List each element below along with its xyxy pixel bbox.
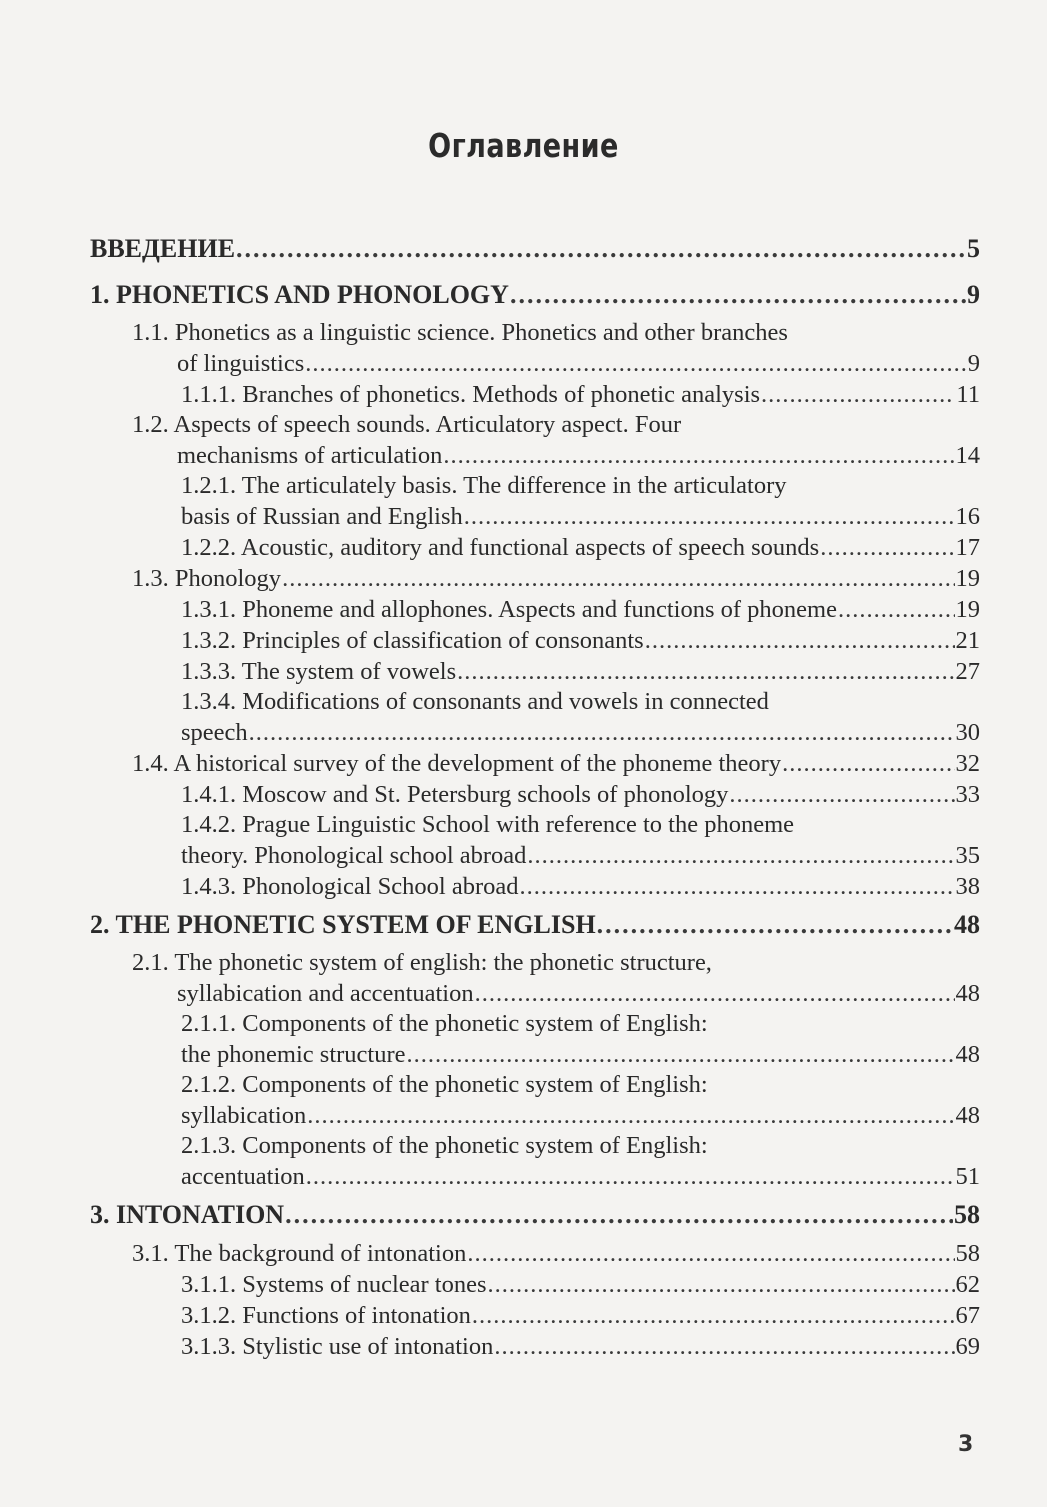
toc-entry-page: 67 xyxy=(955,1302,980,1329)
toc-entry-label: 1. PHONETICS AND PHONOLOGY xyxy=(90,280,509,309)
toc-entry[interactable] xyxy=(0,656,1047,687)
toc-entry-label: 3.1. The background of intonation xyxy=(132,1240,467,1267)
toc-entry-first-line: 1.1. Phonetics as a linguistic science. Phonetics and other branches xyxy=(132,319,788,346)
dot-leader xyxy=(467,1238,954,1269)
toc-entry[interactable] xyxy=(0,625,1047,656)
dot-leader xyxy=(597,902,953,948)
dot-leader xyxy=(305,348,966,379)
toc-entry[interactable] xyxy=(0,687,1047,748)
toc-entry-page: 19 xyxy=(955,596,980,623)
toc-entry-first-line: 2.1. The phonetic system of english: the phonetic structure, xyxy=(132,949,712,976)
toc-entry[interactable] xyxy=(0,948,1047,1009)
toc-entry[interactable] xyxy=(0,471,1047,532)
dot-leader xyxy=(457,656,954,687)
toc-entry[interactable] xyxy=(0,226,1047,272)
toc-entry-label: of linguistics xyxy=(177,350,305,377)
dot-leader xyxy=(285,1192,953,1238)
dot-leader xyxy=(820,532,954,563)
toc-entry-label: 1.3. Phonology xyxy=(132,565,282,592)
toc-entry-label: the phonemic structure xyxy=(181,1041,406,1068)
toc-entry-label: 1.1.1. Branches of phonetics. Methods of phonetic analysis xyxy=(181,381,761,408)
dot-leader xyxy=(282,563,954,594)
toc-entry[interactable] xyxy=(0,1131,1047,1192)
toc-entry-label: 1.3.1. Phoneme and allophones. Aspects and functions of phoneme xyxy=(181,596,837,623)
dot-leader xyxy=(510,272,966,318)
toc-entry-label: 3.1.3. Stylistic use of intonation xyxy=(181,1333,494,1360)
toc-entry-page: 27 xyxy=(955,658,980,685)
toc-entry-first-line: 2.1.1. Components of the phonetic system of English: xyxy=(181,1010,708,1037)
toc-entry-first-line: 2.1.2. Components of the phonetic system of English: xyxy=(181,1071,708,1098)
page-number: 3 xyxy=(958,1432,974,1457)
toc-entry-label: 1.2.2. Acoustic, auditory and functional aspects of speech sounds xyxy=(181,534,820,561)
toc-entry[interactable] xyxy=(0,272,1047,318)
toc-entry[interactable] xyxy=(0,379,1047,410)
toc-entry-first-line: 1.2. Aspects of speech sounds. Articulatory aspect. Four xyxy=(132,411,682,438)
dot-leader xyxy=(307,1100,954,1131)
toc-entry-first-line: 1.3.4. Modifications of consonants and vowels in connected xyxy=(181,688,769,715)
toc-entry-page: 58 xyxy=(954,1200,980,1229)
toc-entry-page: 16 xyxy=(955,503,980,530)
dot-leader xyxy=(475,978,955,1009)
toc-entry-label: 1.4.1. Moscow and St. Petersburg schools of phonology xyxy=(181,781,729,808)
toc-entry-label: ВВЕДЕНИЕ xyxy=(90,234,236,263)
toc-entry-first-line: 1.4.2. Prague Linguistic School with reference to the phoneme xyxy=(181,811,795,838)
dot-leader xyxy=(838,594,955,625)
toc-entry-label: accentuation xyxy=(181,1163,305,1190)
toc-entry-label: 1.4. A historical survey of the development of the phoneme theory xyxy=(132,750,782,777)
toc-entry-page: 51 xyxy=(955,1163,980,1190)
toc-entry[interactable] xyxy=(0,1269,1047,1300)
dot-leader xyxy=(494,1331,954,1362)
toc-entry-page: 5 xyxy=(967,234,980,263)
toc-entry-label: basis of Russian and English xyxy=(181,503,463,530)
dot-leader xyxy=(782,748,954,779)
dot-leader xyxy=(729,779,954,810)
toc-entry-label: 1.3.3. The system of vowels xyxy=(181,658,457,685)
dot-leader xyxy=(527,840,954,871)
toc-entry-label: theory. Phonological school abroad xyxy=(181,842,527,869)
toc-entry-page: 9 xyxy=(967,280,980,309)
toc-entry[interactable] xyxy=(0,779,1047,810)
toc-entry[interactable] xyxy=(0,563,1047,594)
toc-entry-page: 9 xyxy=(967,350,980,377)
dot-leader xyxy=(236,226,966,272)
toc-entry[interactable] xyxy=(0,871,1047,902)
toc-entry-page: 32 xyxy=(955,750,980,777)
toc-entry-first-line: 1.2.1. The articulately basis. The difference in the articulatory xyxy=(181,472,787,499)
toc-entry-label: 2. THE PHONETIC SYSTEM OF ENGLISH xyxy=(90,910,596,939)
toc-entry-page: 30 xyxy=(955,719,980,746)
toc-entry-page: 11 xyxy=(956,381,980,408)
toc-entry-page: 58 xyxy=(955,1240,980,1267)
toc-entry-page: 19 xyxy=(955,565,980,592)
toc-entry[interactable] xyxy=(0,532,1047,563)
dot-leader xyxy=(443,440,954,471)
toc-entry-label: syllabication and accentuation xyxy=(177,980,474,1007)
toc-entry-page: 33 xyxy=(955,781,980,808)
dot-leader xyxy=(645,625,955,656)
toc-entry-label: 3.1.1. Systems of nuclear tones xyxy=(181,1271,487,1298)
dot-leader xyxy=(472,1300,955,1331)
toc-entry-label: speech xyxy=(181,719,248,746)
toc-entry[interactable] xyxy=(0,410,1047,471)
toc-entry[interactable] xyxy=(0,748,1047,779)
dot-leader xyxy=(520,871,955,902)
toc-entry[interactable] xyxy=(0,1331,1047,1362)
toc-entry-page: 21 xyxy=(955,627,980,654)
toc-entry[interactable] xyxy=(0,318,1047,379)
dot-leader xyxy=(464,501,955,532)
toc-entry-first-line: 2.1.3. Components of the phonetic system of English: xyxy=(181,1132,708,1159)
toc-entry-label: mechanisms of articulation xyxy=(177,442,443,469)
toc-entry-label: syllabication xyxy=(181,1102,307,1129)
toc-entry-page: 17 xyxy=(955,534,980,561)
toc-entry-page: 48 xyxy=(954,910,980,939)
toc-entry[interactable] xyxy=(0,810,1047,871)
toc-entry[interactable] xyxy=(0,1070,1047,1131)
toc-entry[interactable] xyxy=(0,1238,1047,1269)
toc-entry[interactable] xyxy=(0,1009,1047,1070)
toc-entry-page: 69 xyxy=(955,1333,980,1360)
dot-leader xyxy=(488,1269,955,1300)
toc-entry-label: 1.3.2. Principles of classification of consonants xyxy=(181,627,644,654)
toc-entry-page: 48 xyxy=(955,980,980,1007)
dot-leader xyxy=(407,1039,955,1070)
dot-leader xyxy=(249,717,955,748)
toc-entry[interactable] xyxy=(0,1192,1047,1238)
toc-entry-page: 48 xyxy=(955,1041,980,1068)
toc-entry[interactable] xyxy=(0,902,1047,948)
toc-entry-label: 1.4.3. Phonological School abroad xyxy=(181,873,519,900)
dot-leader xyxy=(761,379,955,410)
toc-entry-page: 14 xyxy=(955,442,980,469)
toc-entry-page: 48 xyxy=(955,1102,980,1129)
page-title: Оглавление xyxy=(428,126,619,165)
toc-entry-page: 35 xyxy=(955,842,980,869)
dot-leader xyxy=(306,1161,955,1192)
table-of-contents xyxy=(0,226,1047,1362)
toc-entry[interactable] xyxy=(0,594,1047,625)
toc-entry-label: 3.1.2. Functions of intonation xyxy=(181,1302,471,1329)
toc-entry-page: 62 xyxy=(955,1271,980,1298)
toc-entry[interactable] xyxy=(0,1300,1047,1331)
toc-entry-label: 3. INTONATION xyxy=(90,1200,285,1229)
toc-entry-page: 38 xyxy=(955,873,980,900)
